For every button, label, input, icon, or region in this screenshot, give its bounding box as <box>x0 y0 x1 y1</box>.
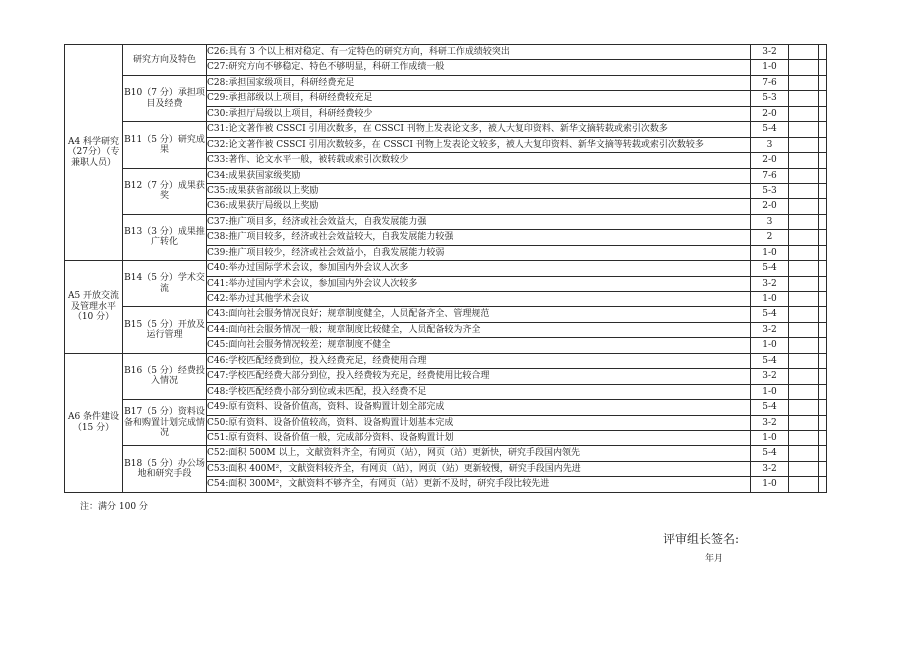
criterion-text: C46:学校匹配经费到位，投入经费充足，经费使用合理 <box>207 353 751 368</box>
table-row <box>65 261 827 276</box>
table-row <box>65 400 827 415</box>
score-entry-cell <box>789 461 819 476</box>
indicator-label: B18（5 分）办公场地和研究手段 <box>123 446 207 492</box>
remark-cell <box>819 137 827 152</box>
score-entry-cell <box>789 446 819 461</box>
criterion-text: C38:推广项目较多，经济或社会效益较大，自我发展能力较强 <box>207 230 751 245</box>
score-entry-cell <box>789 261 819 276</box>
remark-cell <box>819 446 827 461</box>
table-row <box>65 122 827 137</box>
remark-cell <box>819 276 827 291</box>
table-row <box>65 214 827 229</box>
score-entry-cell <box>789 153 819 168</box>
criterion-text: C39:推广项目较少，经济或社会效益小，自我发展能力较弱 <box>207 245 751 260</box>
remark-cell <box>819 400 827 415</box>
criterion-score: 3 <box>751 214 789 229</box>
criterion-score: 3-2 <box>751 276 789 291</box>
score-entry-cell <box>789 369 819 384</box>
score-entry-cell <box>789 400 819 415</box>
remark-cell <box>819 183 827 198</box>
score-entry-cell <box>789 353 819 368</box>
criterion-score: 3-2 <box>751 322 789 337</box>
criterion-text: C26:具有 3 个以上相对稳定、有一定特色的研究方向，科研工作成绩较突出 <box>207 45 751 60</box>
criterion-text: C31:论文著作被 CSSCI 引用次数多，在 CSSCI 刊物上发表论文多，被人大复印资料、新华文摘转载或索引次数多 <box>207 122 751 137</box>
criterion-text: C53:面积 400M²，文献资料较齐全，有网页（站），网页（站）更新较慢，研究手段国内先进 <box>207 461 751 476</box>
remark-cell <box>819 45 827 60</box>
criterion-text: C43:面向社会服务情况良好；规章制度健全，人员配备齐全、管理规范 <box>207 307 751 322</box>
criterion-score: 5-4 <box>751 400 789 415</box>
remark-cell <box>819 338 827 353</box>
remark-cell <box>819 261 827 276</box>
criterion-text: C32:论文著作被 CSSCI 引用次数较多，在 CSSCI 刊物上发表论文较多，被人大复印资料、新华文摘等转载或索引次数较多 <box>207 137 751 152</box>
remark-cell <box>819 199 827 214</box>
score-entry-cell <box>789 45 819 60</box>
score-entry-cell <box>789 415 819 430</box>
remark-cell <box>819 75 827 90</box>
criterion-score: 3-2 <box>751 369 789 384</box>
signature-label: 评审组长签名: <box>663 532 740 546</box>
criterion-score: 2-0 <box>751 106 789 121</box>
remark-cell <box>819 477 827 492</box>
criterion-text: C40:举办过国际学术会议，参加国内外会议人次多 <box>207 261 751 276</box>
score-entry-cell <box>789 183 819 198</box>
remark-cell <box>819 384 827 399</box>
criterion-score: 1-0 <box>751 430 789 445</box>
criterion-text: C29:承担部级以上项目，科研经费较充足 <box>207 91 751 106</box>
remark-cell <box>819 245 827 260</box>
indicator-label: B17（5 分）资料设备和购置计划完成情况 <box>123 400 207 446</box>
criterion-score: 2-0 <box>751 199 789 214</box>
indicator-label: B15（5 分）开放及运行管理 <box>123 307 207 353</box>
score-entry-cell <box>789 322 819 337</box>
indicator-label: B12（7 分）成果获奖 <box>123 168 207 214</box>
criterion-score: 5-4 <box>751 122 789 137</box>
score-entry-cell <box>789 384 819 399</box>
criterion-text: C52:面积 500M 以上，文献资料齐全，有网页（站），网页（站）更新快，研究手段国内领先 <box>207 446 751 461</box>
score-entry-cell <box>789 276 819 291</box>
criterion-text: C36:成果获厅局级以上奖励 <box>207 199 751 214</box>
table-row <box>65 307 827 322</box>
remark-cell <box>819 292 827 307</box>
criterion-text: C54:面积 300M²，文献资料不够齐全，有网页（站）更新不及时，研究手段比较先进 <box>207 477 751 492</box>
criterion-score: 5-4 <box>751 261 789 276</box>
score-entry-cell <box>789 307 819 322</box>
score-entry-cell <box>789 122 819 137</box>
criterion-text: C42:举办过其他学术会议 <box>207 292 751 307</box>
remark-cell <box>819 322 827 337</box>
table-row <box>65 45 827 60</box>
table-row <box>65 446 827 461</box>
criterion-text: C35:成果获省部级以上奖励 <box>207 183 751 198</box>
score-entry-cell <box>789 60 819 75</box>
criterion-score: 1-0 <box>751 60 789 75</box>
criterion-score: 5-3 <box>751 183 789 198</box>
score-entry-cell <box>789 338 819 353</box>
criterion-score: 7-6 <box>751 168 789 183</box>
score-entry-cell <box>789 168 819 183</box>
section-label: A6 条件建设（15 分） <box>65 353 123 492</box>
criterion-score: 2-0 <box>751 153 789 168</box>
section-label: A5 开放交流及管理水平（10 分） <box>65 261 123 354</box>
score-entry-cell <box>789 292 819 307</box>
criterion-score: 2 <box>751 230 789 245</box>
remark-cell <box>819 60 827 75</box>
criterion-score: 1-0 <box>751 292 789 307</box>
criterion-score: 3-2 <box>751 415 789 430</box>
criterion-score: 1-0 <box>751 477 789 492</box>
criterion-text: C33:著作、论文水平一般，被转载或索引次数较少 <box>207 153 751 168</box>
remark-cell <box>819 91 827 106</box>
score-entry-cell <box>789 214 819 229</box>
criterion-score: 1-0 <box>751 245 789 260</box>
remark-cell <box>819 230 827 245</box>
criterion-text: C30:承担厅局级以上项目，科研经费较少 <box>207 106 751 121</box>
criterion-score: 5-4 <box>751 446 789 461</box>
criterion-text: C27:研究方向不够稳定、特色不够明显，科研工作成绩一般 <box>207 60 751 75</box>
table-row <box>65 353 827 368</box>
score-entry-cell <box>789 430 819 445</box>
criterion-text: C41:举办过国内学术会议，参加国内外会议人次较多 <box>207 276 751 291</box>
criterion-text: C37:推广项目多，经济或社会效益大，自我发展能力强 <box>207 214 751 229</box>
remark-cell <box>819 353 827 368</box>
score-entry-cell <box>789 106 819 121</box>
indicator-label: B11（5 分）研究成果 <box>123 122 207 168</box>
score-entry-cell <box>789 230 819 245</box>
criterion-text: C50:原有资料、设备价值较高，资料、设备购置计划基本完成 <box>207 415 751 430</box>
indicator-label: B14（5 分）学术交流 <box>123 261 207 307</box>
score-entry-cell <box>789 137 819 152</box>
remark-cell <box>819 122 827 137</box>
criterion-score: 3 <box>751 137 789 152</box>
remark-cell <box>819 153 827 168</box>
remark-cell <box>819 307 827 322</box>
criterion-text: C47:学校匹配经费大部分到位，投入经费较为充足，经费使用比较合理 <box>207 369 751 384</box>
score-entry-cell <box>789 477 819 492</box>
criterion-text: C44:面向社会服务情况一般；规章制度比较健全，人员配备较为齐全 <box>207 322 751 337</box>
criterion-score: 3-2 <box>751 461 789 476</box>
remark-cell <box>819 461 827 476</box>
remark-cell <box>819 214 827 229</box>
indicator-label: B13（3 分）成果推广转化 <box>123 214 207 260</box>
criterion-text: C34:成果获国家级奖励 <box>207 168 751 183</box>
criterion-text: C48:学校匹配经费小部分到位或未匹配，投入经费不足 <box>207 384 751 399</box>
criterion-text: C49:原有资料、设备价值高，资料、设备购置计划全部完成 <box>207 400 751 415</box>
criterion-score: 7-6 <box>751 75 789 90</box>
criterion-text: C45:面向社会服务情况较差；规章制度不健全 <box>207 338 751 353</box>
indicator-label: B16（5 分）经费投入情况 <box>123 353 207 399</box>
criterion-score: 5-4 <box>751 307 789 322</box>
score-entry-cell <box>789 245 819 260</box>
table-row <box>65 75 827 90</box>
table-row <box>65 168 827 183</box>
date-label: 年月 <box>705 554 724 564</box>
criterion-score: 1-0 <box>751 384 789 399</box>
remark-cell <box>819 168 827 183</box>
criterion-score: 5-3 <box>751 91 789 106</box>
remark-cell <box>819 106 827 121</box>
score-entry-cell <box>789 75 819 90</box>
score-entry-cell <box>789 199 819 214</box>
score-entry-cell <box>789 91 819 106</box>
remark-cell <box>819 430 827 445</box>
footnote: 注：满分 100 分 <box>80 502 148 512</box>
evaluation-table <box>64 44 827 493</box>
remark-cell <box>819 369 827 384</box>
criterion-score: 5-4 <box>751 353 789 368</box>
criterion-text: C28:承担国家级项目，科研经费充足 <box>207 75 751 90</box>
indicator-label: 研究方向及特色 <box>123 45 207 76</box>
remark-cell <box>819 415 827 430</box>
criterion-score: 3-2 <box>751 45 789 60</box>
criterion-text: C51:原有资料、设备价值一般，完成部分资料、设备购置计划 <box>207 430 751 445</box>
indicator-label: B10（7 分）承担项目及经费 <box>123 75 207 121</box>
criterion-score: 1-0 <box>751 338 789 353</box>
section-label: A4 科学研究（27分）（专兼职人员） <box>65 45 123 261</box>
